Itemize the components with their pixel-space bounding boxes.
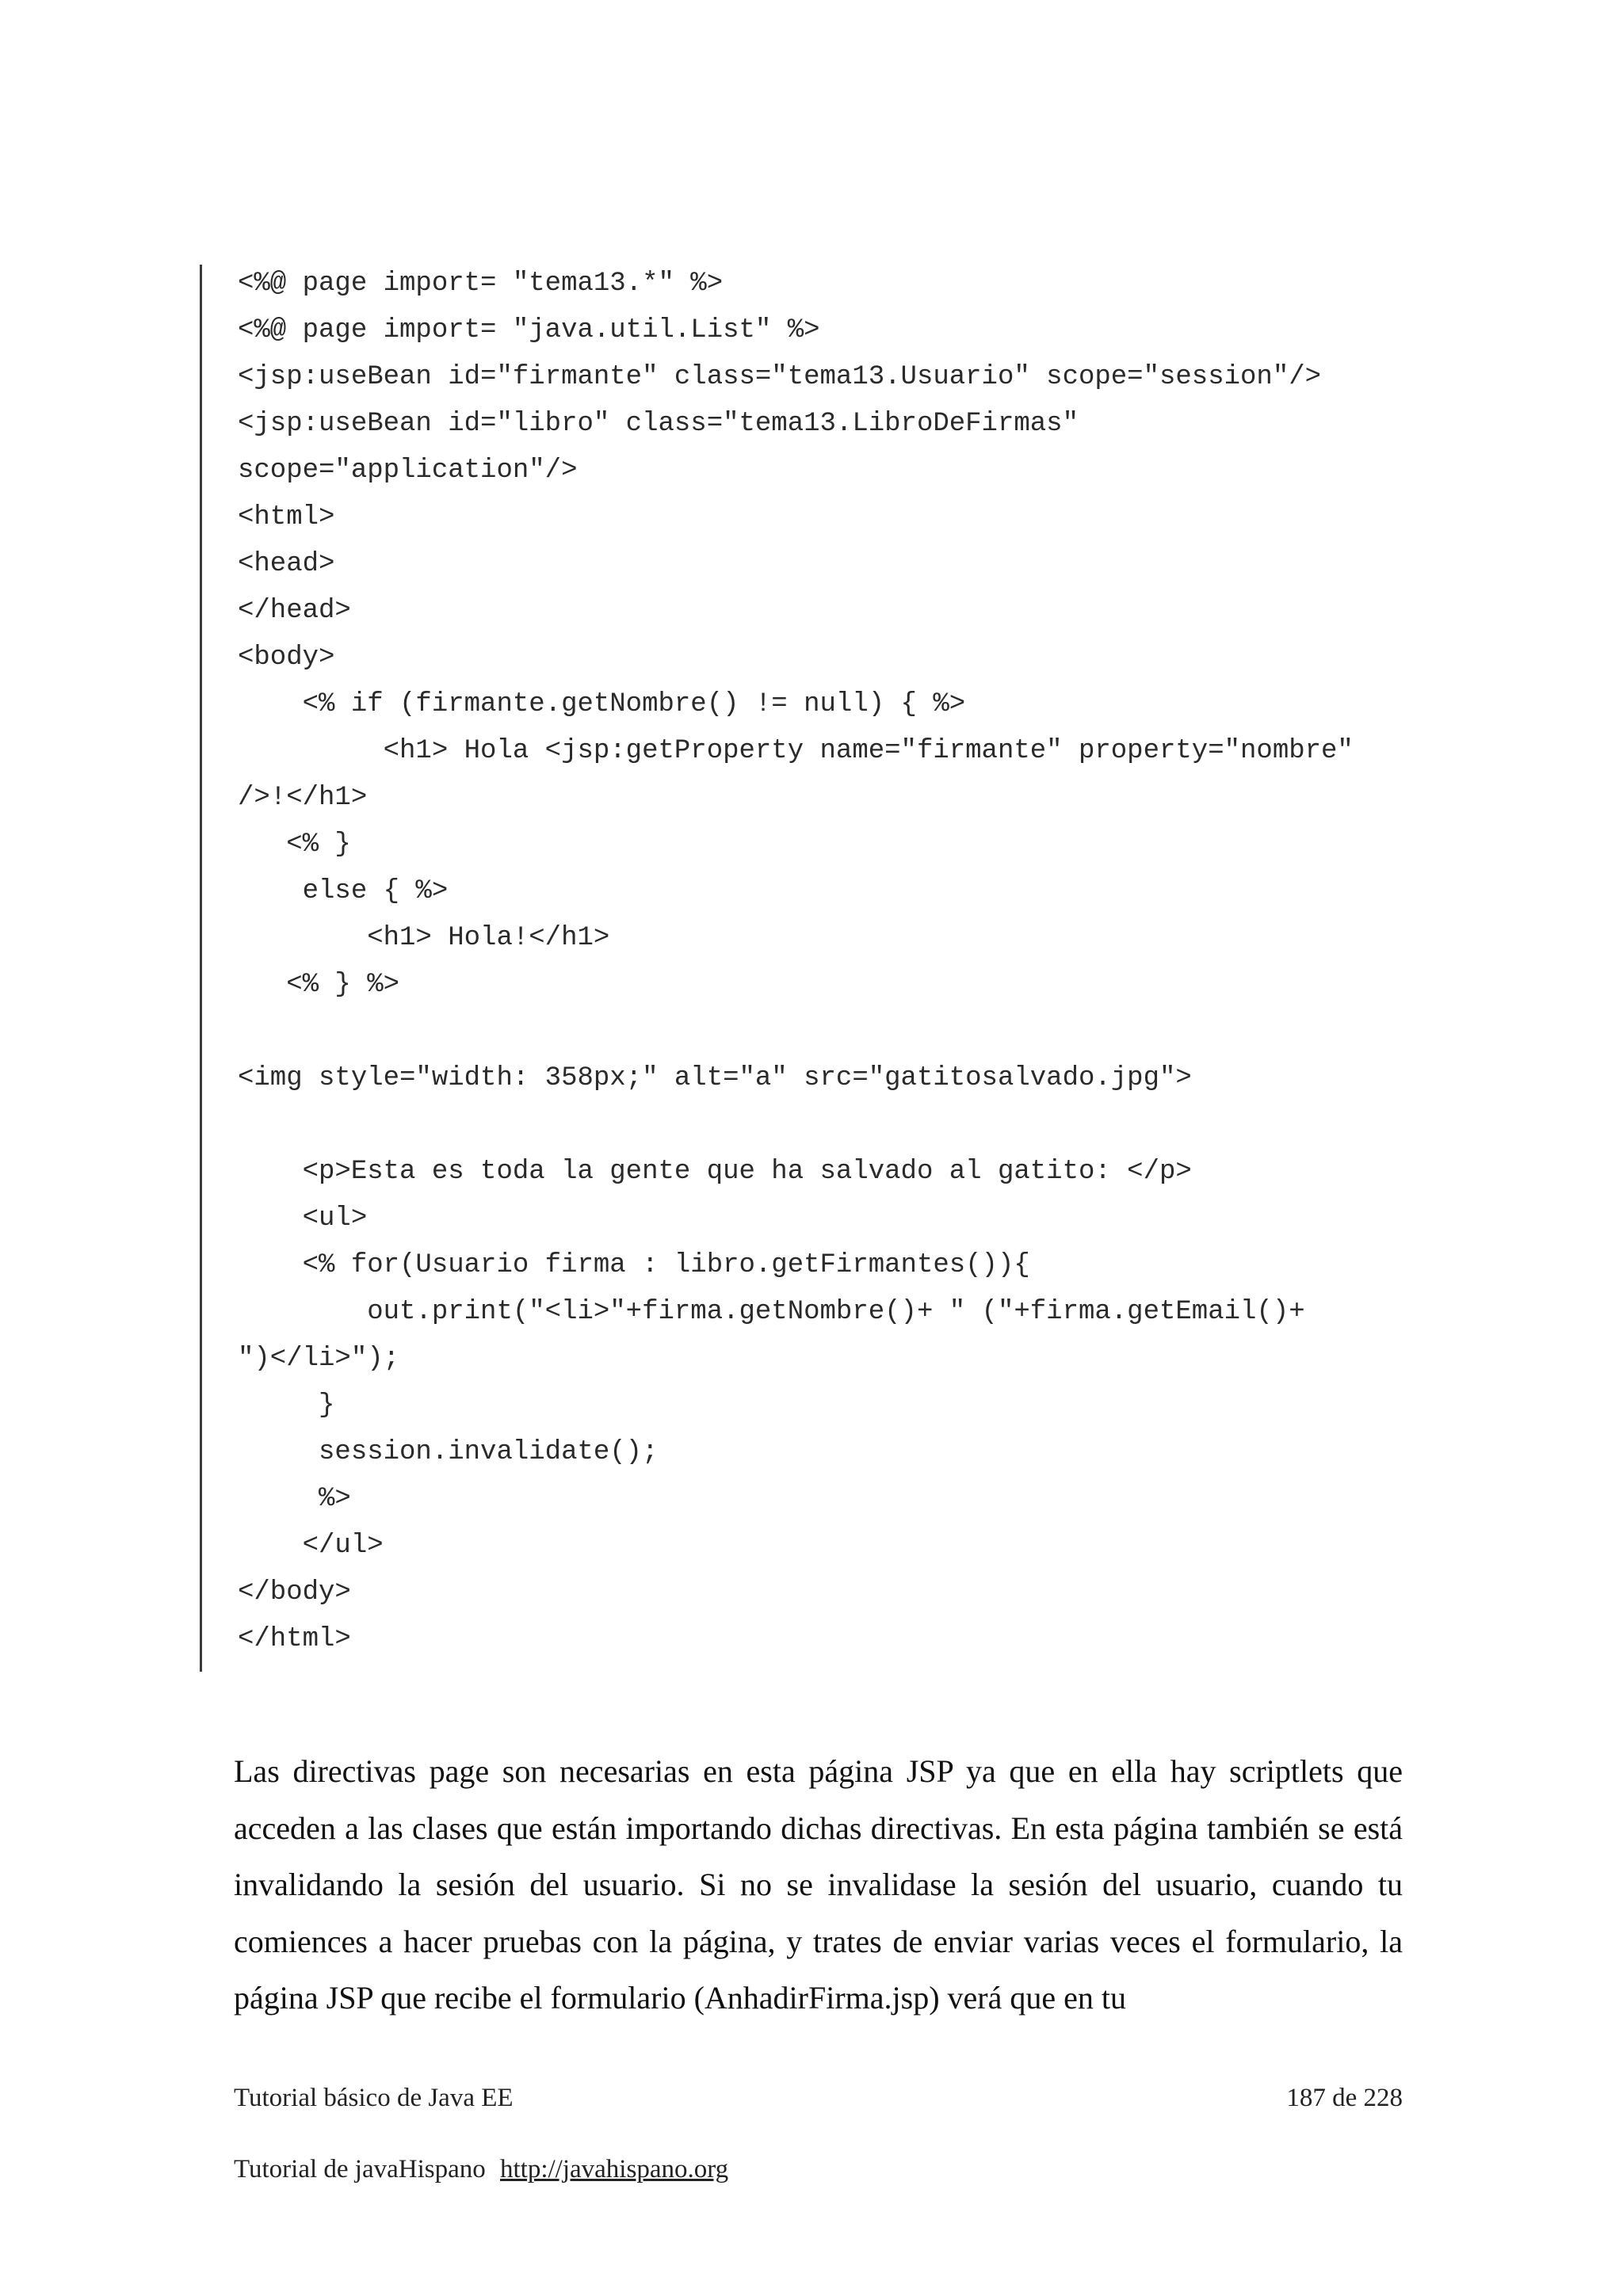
- code-line-25: }: [238, 1390, 335, 1421]
- code-line-23: out.print("<li>"+firma.getNombre()+ " ("+firma.getEmail()+: [238, 1297, 1305, 1327]
- code-line-5: scope="application"/>: [238, 456, 578, 486]
- code-line-7: <head>: [238, 549, 335, 579]
- code-line-22: <% for(Usuario firma : libro.getFirmantes()){: [238, 1250, 1030, 1280]
- code-line-18: <img style="width: 358px;" alt="a" src="gatitosalvado.jpg">: [238, 1063, 1192, 1093]
- code-line-26: session.invalidate();: [238, 1437, 659, 1467]
- code-line-13: <% }: [238, 830, 351, 860]
- code-line-24: ")</li>");: [238, 1344, 400, 1374]
- code-line-28: </ul>: [238, 1531, 384, 1561]
- footer-title: Tutorial básico de Java EE: [234, 2084, 514, 2112]
- code-line-1: <%@ page import= "tema13.*" %>: [238, 269, 724, 299]
- code-line-10: <% if (firmante.getNombre() != null) { %>: [238, 689, 966, 719]
- body-paragraph: Las directivas page son necesarias en esta página JSP ya que en ella hay scriptlets que acceden a las clases que están importando dichas directivas. En esta página también se está invalidando la sesión del usuario. Si no se invalidase la sesión del usuario, cuando tu comiences a hacer pruebas con la página, y trates de enviar varias veces el formulario, la página JSP que recibe el formulario (AnhadirFirma.jsp) verá que en tu: [234, 1753, 1403, 2016]
- code-line-3: <jsp:useBean id="firmante" class="tema13.Usuario" scope="session"/>: [238, 362, 1322, 392]
- code-line-21: <ul>: [238, 1203, 368, 1234]
- footer-link[interactable]: http://javahispano.org: [500, 2155, 729, 2183]
- code-line-12: />!</h1>: [238, 783, 368, 813]
- code-line-29: </body>: [238, 1577, 351, 1608]
- code-line-9: <body>: [238, 643, 335, 673]
- code-line-8: </head>: [238, 596, 351, 626]
- code-line-20: <p>Esta es toda la gente que ha salvado al gatito: </p>: [238, 1157, 1192, 1187]
- footer-credit: Tutorial de javaHispano: [234, 2155, 486, 2183]
- code-line-2: <%@ page import= "java.util.List" %>: [238, 315, 820, 345]
- code-line-27: %>: [238, 1484, 351, 1514]
- code-line-11: <h1> Hola <jsp:getProperty name="firmante" property="nombre": [238, 736, 1354, 766]
- code-line-4: <jsp:useBean id="libro" class="tema13.LibroDeFirmas": [238, 409, 1079, 439]
- footer-page-number: 187 de 228: [1286, 2084, 1403, 2112]
- code-listing: [200, 265, 1438, 1672]
- code-line-15: <h1> Hola!</h1>: [238, 923, 610, 953]
- code-line-14: else { %>: [238, 876, 449, 906]
- footer-credit-line: [234, 2153, 728, 2185]
- code-line-6: <html>: [238, 502, 335, 532]
- code-line-30: </html>: [238, 1624, 351, 1654]
- code-line-16: <% } %>: [238, 970, 400, 1000]
